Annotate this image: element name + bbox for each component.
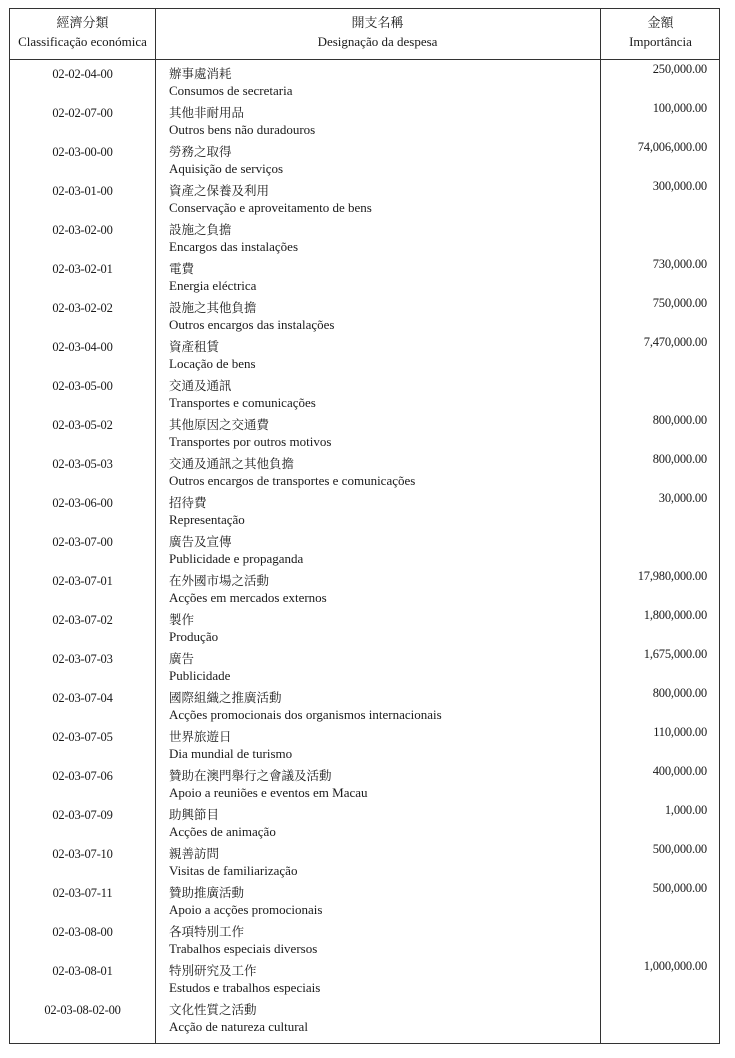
- row-designation-zh: 資產租賃: [169, 339, 220, 354]
- row-designation-zh: 各項特別工作: [169, 924, 245, 939]
- row-amount: 730,000.00: [652, 257, 707, 271]
- row-amount: 74,006,000.00: [637, 140, 707, 154]
- table-row: [10, 103, 719, 142]
- row-designation-zh: 交通及通訊之其他負擔: [169, 456, 295, 471]
- row-amount: 1,800,000.00: [643, 608, 707, 622]
- row-designation-zh: 其他原因之交通費: [169, 417, 270, 432]
- row-amount: 7,470,000.00: [643, 335, 707, 349]
- row-code: 02-03-07-01: [52, 574, 113, 588]
- table-row: [10, 961, 719, 1000]
- row-code: 02-03-07-10: [52, 847, 113, 861]
- row-designation-pt: Aquisição de serviços: [169, 161, 284, 176]
- row-code: 02-03-07-04: [52, 691, 113, 705]
- table-row: [10, 493, 719, 532]
- row-designation-zh: 其他非耐用品: [169, 105, 245, 120]
- budget-table: [9, 8, 720, 1044]
- row-designation-zh: 文化性質之活動: [169, 1002, 257, 1017]
- row-amount: 30,000.00: [658, 491, 707, 505]
- row-designation-pt: Outros encargos das instalações: [169, 317, 335, 332]
- table-row: [10, 805, 719, 844]
- row-designation-pt: Transportes e comunicações: [169, 395, 316, 410]
- row-designation-zh: 廣告: [169, 651, 195, 666]
- row-code: 02-03-05-02: [52, 418, 113, 432]
- row-amount: 300,000.00: [652, 179, 707, 193]
- row-designation-zh: 電費: [169, 261, 195, 276]
- row-designation-zh: 招待費: [169, 495, 207, 510]
- row-amount: 500,000.00: [652, 881, 707, 895]
- row-code: 02-02-07-00: [52, 106, 113, 120]
- row-code: 02-03-07-00: [52, 535, 113, 549]
- header-divider: [10, 59, 719, 60]
- table-body: [10, 64, 719, 1039]
- row-designation-pt: Consumos de secretaria: [169, 83, 293, 98]
- row-designation-pt: Outros encargos de transportes e comunicações: [169, 473, 416, 488]
- table-row: [10, 727, 719, 766]
- row-amount: 1,675,000.00: [643, 647, 707, 661]
- row-amount: 750,000.00: [652, 296, 707, 310]
- row-designation-zh: 設施之其他負擔: [169, 300, 257, 315]
- row-code: 02-03-06-00: [52, 496, 113, 510]
- row-designation-zh: 世界旅遊日: [169, 729, 232, 744]
- table-row: [10, 571, 719, 610]
- row-amount: 250,000.00: [652, 62, 707, 76]
- table-row: [10, 766, 719, 805]
- row-code: 02-03-07-11: [52, 886, 113, 900]
- row-code: 02-03-05-00: [52, 379, 113, 393]
- table-row: [10, 298, 719, 337]
- row-amount: 110,000.00: [653, 725, 707, 739]
- row-code: 02-03-02-00: [52, 223, 113, 237]
- row-amount: 100,000.00: [652, 101, 707, 115]
- table-row: [10, 649, 719, 688]
- row-designation-zh: 特別研究及工作: [169, 963, 257, 978]
- row-designation-pt: Acções em mercados externos: [169, 590, 327, 605]
- row-code: 02-03-05-03: [52, 457, 113, 471]
- table-row: [10, 376, 719, 415]
- table-row: [10, 688, 719, 727]
- row-designation-zh: 在外國市場之活動: [169, 573, 270, 588]
- row-designation-pt: Dia mundial de turismo: [169, 746, 293, 761]
- table-row: [10, 415, 719, 454]
- row-designation-pt: Transportes por outros motivos: [169, 434, 332, 449]
- row-designation-pt: Representação: [169, 512, 245, 527]
- table-row: [10, 532, 719, 571]
- header-amount-zh: 金額: [647, 15, 674, 30]
- row-code: 02-03-08-02-00: [44, 1003, 121, 1017]
- row-code: 02-03-07-09: [52, 808, 113, 822]
- header-designation-pt: Designação da despesa: [317, 34, 438, 49]
- table-row: [10, 844, 719, 883]
- row-designation-pt: Visitas de familiarização: [169, 863, 298, 878]
- row-code: 02-03-07-02: [52, 613, 113, 627]
- row-designation-pt: Acção de natureza cultural: [169, 1019, 308, 1034]
- row-designation-pt: Encargos das instalações: [169, 239, 298, 254]
- row-code: 02-03-07-06: [52, 769, 113, 783]
- row-designation-zh: 資產之保養及利用: [169, 183, 270, 198]
- header-designation: [155, 13, 600, 51]
- header-amount-pt: Importância: [629, 34, 692, 49]
- row-code: 02-03-08-00: [52, 925, 113, 939]
- row-code: 02-03-04-00: [52, 340, 113, 354]
- table-row: [10, 181, 719, 220]
- row-designation-zh: 國際組織之推廣活動: [169, 690, 282, 705]
- header-classification-pt: Classificação económica: [18, 34, 147, 49]
- table-row: [10, 922, 719, 961]
- table-row: [10, 610, 719, 649]
- row-designation-pt: Trabalhos especiais diversos: [169, 941, 318, 956]
- row-code: 02-02-04-00: [52, 67, 113, 81]
- row-designation-pt: Acções promocionais dos organismos internacionais: [169, 707, 442, 722]
- row-designation-pt: Locação de bens: [169, 356, 256, 371]
- row-amount: 1,000,000.00: [643, 959, 707, 973]
- row-designation-pt: Publicidade e propaganda: [169, 551, 304, 566]
- table-row: [10, 259, 719, 298]
- row-designation-zh: 贊助推廣活動: [169, 885, 245, 900]
- row-designation-zh: 助興節目: [169, 807, 220, 822]
- table-row: [10, 337, 719, 376]
- table-row: [10, 142, 719, 181]
- table-row: [10, 1000, 719, 1039]
- table-row: [10, 220, 719, 259]
- row-designation-pt: Energia eléctrica: [169, 278, 257, 293]
- row-amount: 17,980,000.00: [637, 569, 707, 583]
- row-designation-zh: 交通及通訊: [169, 378, 232, 393]
- table-row: [10, 883, 719, 922]
- row-code: 02-03-02-01: [52, 262, 113, 276]
- row-code: 02-03-07-05: [52, 730, 113, 744]
- row-designation-zh: 設施之負擔: [169, 222, 232, 237]
- header-amount: [600, 13, 721, 51]
- row-code: 02-03-00-00: [52, 145, 113, 159]
- row-designation-zh: 辦事處消耗: [169, 66, 232, 81]
- row-code: 02-03-02-02: [52, 301, 113, 315]
- header-designation-zh: 開支名稱: [351, 15, 404, 30]
- row-designation-pt: Acções de animação: [169, 824, 276, 839]
- row-code: 02-03-07-03: [52, 652, 113, 666]
- row-designation-zh: 製作: [169, 612, 195, 627]
- row-designation-pt: Publicidade: [169, 668, 231, 683]
- row-code: 02-03-08-01: [52, 964, 113, 978]
- row-code: 02-03-01-00: [52, 184, 113, 198]
- row-designation-pt: Produção: [169, 629, 219, 644]
- row-designation-pt: Outros bens não duradouros: [169, 122, 316, 137]
- row-designation-zh: 廣告及宣傳: [169, 534, 232, 549]
- table-row: [10, 454, 719, 493]
- row-designation-pt: Apoio a reuniões e eventos em Macau: [169, 785, 368, 800]
- row-designation-pt: Conservação e aproveitamento de bens: [169, 200, 372, 215]
- row-designation-zh: 親善訪問: [169, 846, 220, 861]
- row-amount: 400,000.00: [652, 764, 707, 778]
- row-amount: 800,000.00: [652, 686, 707, 700]
- row-amount: 1,000.00: [664, 803, 707, 817]
- row-designation-zh: 勞務之取得: [169, 144, 232, 159]
- row-designation-pt: Apoio a acções promocionais: [169, 902, 323, 917]
- row-designation-pt: Estudos e trabalhos especiais: [169, 980, 321, 995]
- table-row: [10, 64, 719, 103]
- row-designation-zh: 贊助在澳門舉行之會議及活動: [169, 768, 332, 783]
- row-amount: 800,000.00: [652, 452, 707, 466]
- row-amount: 800,000.00: [652, 413, 707, 427]
- row-amount: 500,000.00: [652, 842, 707, 856]
- header-classification: [10, 13, 155, 51]
- header-classification-zh: 經濟分類: [56, 15, 109, 30]
